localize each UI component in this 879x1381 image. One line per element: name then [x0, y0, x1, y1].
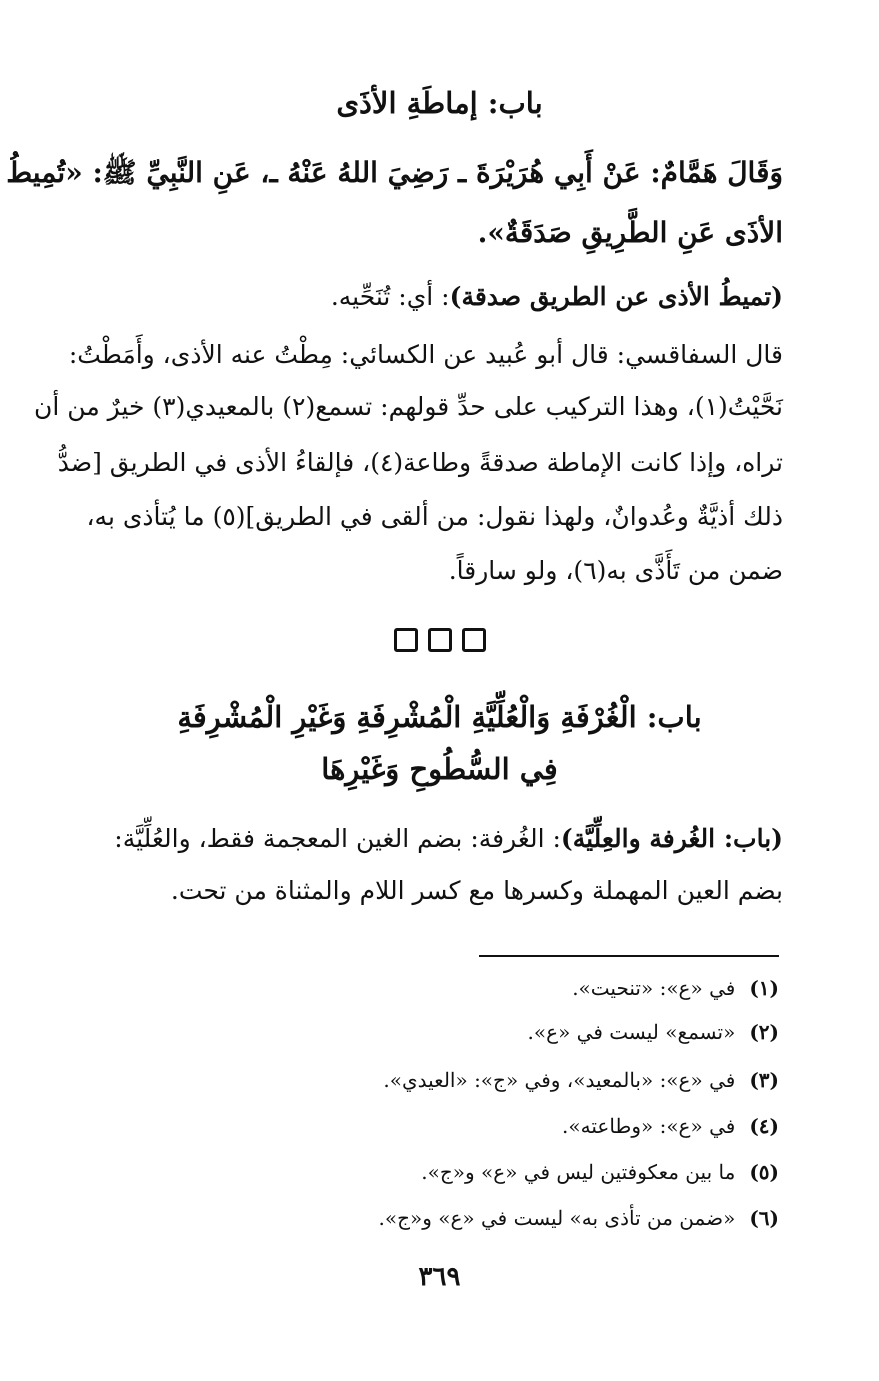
- footnote-text: ما بين معكوفتين ليس في «ع» و«ج».: [421, 1160, 736, 1184]
- square-ornament-icon: [428, 628, 452, 652]
- footnote: [100, 1114, 779, 1138]
- square-ornament-icon: [462, 628, 486, 652]
- commentary-line: ذلك أذيَّةٌ وعُدوانٌ، ولهذا نقول: من ألقى في الطريق](٥) ما يُتأذى به،: [86, 502, 783, 531]
- footnote-text: في «ع»: «بالمعيد»، وفي «ج»: «العيدي».: [383, 1068, 736, 1092]
- commentary-lemma-heading: (باب: الغُرفة والعِلِّيَّة): [560, 824, 783, 853]
- commentary-lemma: [96, 282, 783, 311]
- hadith-text-line-1: وَقَالَ هَمَّامٌ: عَنْ أَبِي هُرَيْرَةَ ـ رَضِيَ اللهُ عَنْهُ ـ، عَنِ النَّبِيِّ ﷺ: «تُمِيطُ: [6, 156, 783, 189]
- footnote: [100, 1020, 779, 1044]
- commentary-lemma-heading: (تميطُ الأذى عن الطريق صدقة): [449, 282, 783, 311]
- chapter-title-imatat-al-adha: باب: إماطَةِ الأذَى: [336, 86, 543, 120]
- footnote-separator: [479, 955, 779, 957]
- footnote-text: «ضمن من تأذى به» ليست في «ع» و«ج».: [378, 1206, 736, 1230]
- section-divider-ornament: [0, 628, 879, 656]
- commentary-lemma-ghurfa: [96, 824, 783, 853]
- page-number: ٣٦٩: [418, 1262, 461, 1292]
- footnote-text: في «ع»: «تنحيت».: [572, 976, 736, 1000]
- footnote-number: (٥): [749, 1160, 779, 1184]
- commentary-line: قال السفاقسي: قال أبو عُبيد عن الكسائي: مِطْتُ عنه الأذى، وأَمَطْتُ:: [68, 340, 783, 369]
- footnote-number: (٦): [749, 1206, 779, 1230]
- footnote-text: في «ع»: «وطاعته».: [562, 1114, 736, 1138]
- commentary-lemma-gloss: : الغُرفة: بضم الغين المعجمة فقط، والعُلِّيَّة:: [114, 824, 561, 853]
- footnote-number: (٣): [749, 1068, 779, 1092]
- footnote: [100, 1160, 779, 1184]
- chapter-title-al-ghurfa-line-1: باب: الْغُرْفَةِ وَالْعُلِّيَّةِ الْمُشْرِفَةِ وَغَيْرِ الْمُشْرِفَةِ: [177, 700, 702, 734]
- footnote: [100, 1068, 779, 1092]
- commentary-line: نَحَّيْتُ(١)، وهذا التركيب على حدِّ قولهم: تسمع(٢) بالمعيدي(٣) خيرٌ من أن: [34, 392, 783, 421]
- footnote: [100, 1206, 779, 1230]
- chapter-title-al-ghurfa-line-2: فِي السُّطُوحِ وَغَيْرِهَا: [321, 752, 558, 786]
- commentary-line: ضمن من تَأَذَّى به(٦)، ولو سارقاً.: [448, 556, 783, 585]
- commentary-lemma-gloss: : أي: تُنَحِّيه.: [330, 282, 450, 311]
- square-ornament-icon: [394, 628, 418, 652]
- commentary-line: تراه، وإذا كانت الإماطة صدقةً وطاعة(٤)، فإلقاءُ الأذى في الطريق [ضدُّ: [57, 448, 783, 477]
- footnote-text: «تسمع» ليست في «ع».: [527, 1020, 736, 1044]
- commentary-line: بضم العين المهملة وكسرها مع كسر اللام والمثناة من تحت.: [170, 876, 783, 905]
- footnote-number: (٢): [749, 1020, 779, 1044]
- footnote: [100, 976, 779, 1000]
- footnote-number: (٤): [749, 1114, 779, 1138]
- hadith-text-line-2: الأذَى عَنِ الطَّرِيقِ صَدَقَةٌ».: [477, 216, 783, 249]
- footnote-number: (١): [749, 976, 779, 1000]
